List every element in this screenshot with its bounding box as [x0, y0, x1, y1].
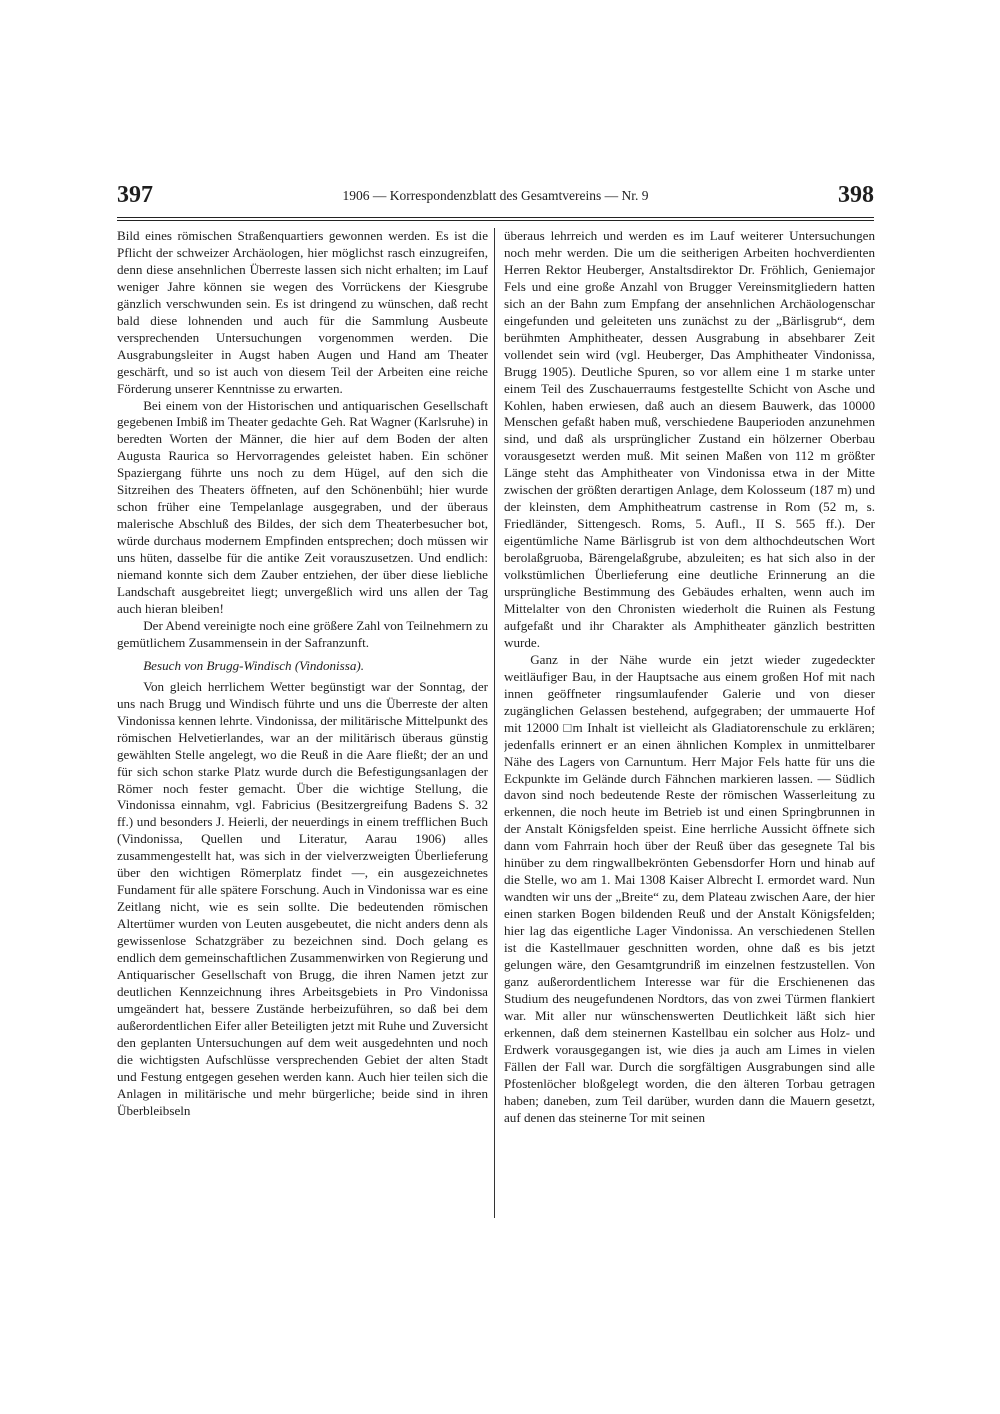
- running-title: 1906 — Korrespondenzblatt des Gesamtvereins — Nr. 9: [342, 188, 649, 203]
- column-divider: [494, 228, 495, 1218]
- paragraph: Der Abend vereinigte noch eine größere Zahl von Teilnehmern zu gemütlichem Zusammensein in der Safranzunft.: [117, 617, 488, 650]
- page-number-left: 397: [117, 182, 153, 208]
- left-column: [117, 228, 488, 1218]
- paragraph: Ganz in der Nähe wurde ein jetzt wieder zugedeckter weitläufiger Bau, in der Hauptsache aus einem großen Hof mit nach innen geöffneter ringsumlaufender Galerie und von dieser zugänglichen Gelassen bestehend, aufgegraben; der ummauerte Hof mit 12000 □m Inhalt ist vielleicht als Gladiatorenschule zu erklären; jedenfalls erinnert er an einen ähnlichen Komplex in unmittelbarer Nähe des Lagers von Carnuntum. Herr Major Fels hatte für uns die Eckpunkte im Gelände durch Fähnchen markieren lassen. — Südlich davon sind noch bedeutende Reste der römischen Wasserleitung zu erkennen, die noch heute im Betrieb ist und einen Springbrunnen in der Anstalt Königsfelden speist. Eine herrliche Aussicht öffnete sich dann vom Fahrrain hoch über der Reuß über das gesegnete Tal bis hinüber zu dem ringwallbekrönten Gebensdorfer Horn und hinab auf die Stelle, wo am 1. Mai 1308 Kaiser Albrecht I. ermordet ward. Nun wandten wir uns der „Breite“ zu, dem Plateau zwischen Aare, der hier einen starken Bogen bildenden Reuß und der Anstalt Königsfelden; hier lag das eigentliche Lager Vindonissa. An verschiedenen Stellen ist die Kastellmauer geschnitten worden, ohne daß es bis jetzt gelungen wäre, den Gesamtgrundriß im einzelnen festzustellen. Von ganz außerordentlichem Interesse war für die Erschienenen das Studium des neugefundenen Nordtors, das von zwei Türmen flankiert war. Mit aller nur wünschenswerten Deutlichkeit läßt sich hier erkennen, daß dem steinernen Kastellbau ein solcher aus Holz- und Erdwerk vorausgegangen ist, wie dies ja auch am Limes in vielen Fällen der Fall war. Durch die sorgfältigen Ausgrabungen sind alle Pfostenlöcher bloßgelegt worden, die den älteren Torbau getragen haben; daneben, zum Teil darüber, wurden dann die Mauern gesetzt, auf denen das steinerne Tor mit seinen: [504, 651, 875, 1125]
- paragraph: Von gleich herrlichem Wetter begünstigt war der Sonntag, der uns nach Brugg und Windisch führte und uns die Überreste der alten Vindonissa kennen lehrte. Vindonissa, der militärische Mittelpunkt des römischen Helvetierlandes, war an der militärisch überaus günstig gewählten Stelle angelegt, wo die Reuß in die Aare fließt; der an und für sich schon starke Platz wurde durch die Befestigungsanlagen der Römer noch fester gemacht. Über die wichtige Stellung, die Vindonissa einnahm, vgl. Fabricius (Besitzergreifung Badens S. 32 ff.) und besonders J. Heierli, der neuerdings in einem trefflichen Buch (Vindonissa, Quellen und Literatur, Aarau 1906) alles zusammengestellt hat, was sich in der vielverzweigten Überlieferung über den wichtigen Römerplatz findet —, ein ausgezeichnetes Fundament für alle spätere Forschung. Auch in Vindonissa war es eine Zeitlang nicht, wie es sein sollte. Die bedeutenden römischen Altertümer wurden von Leuten ausgebeutet, die nicht anders denn als gewissenlose Schatzgräber zu bezeichnen sind. Doch gelang es endlich dem gemeinschaftlichen Zusammenwirken von Regierung und Antiquarischer Gesellschaft von Brugg, die ihren Namen jetzt zur deutlichen Kennzeichnung ihres Arbeitsgebiets in Pro Vindonissa umgeändert hat, bessere Zustände herbeizuführen, so daß bei dem außerordentlichen Eifer aller Beteiligten jetzt mit Ruhe und Zuversicht den geplanten Untersuchungen auf dem weit ausgedehnten und noch die wichtigsten Aufschlüsse versprechenden Gebiet der alten Stadt und Festung entgegen gesehen werden kann. Auch hier teilen sich die Anlagen in militärische und mehr bürgerliche; beide sind in ihren Überbleibseln: [117, 678, 488, 1118]
- header-rule-double: [117, 220, 874, 221]
- page-number-right: 398: [838, 182, 874, 208]
- paragraph: Bei einem von der Historischen und antiquarischen Gesellschaft gegebenen Imbiß im Theater gedachte Geh. Rat Wagner (Karlsruhe) in beredten Worten der Männer, die hier auf dem Boden der alten Augusta Raurica so Hervorragendes geleistet haben. Ein schöner Spaziergang führte uns noch zu dem Hügel, auf den sich die Sitzreihen des Theaters öffneten, auf den Schönenbühl; hier wurde schon früher eine Tempelanlage ausgegraben, und der überaus malerische Abschluß des Bildes, der sich dem Theaterbesucher bot, würde durchaus modernem Empfinden entsprechen; doch müssen wir uns hüten, dasselbe für die antike Zeit vorauszusetzen. Und endlich: niemand konnte sich dem Zauber entziehen, der über diese liebliche Landschaft ausgebreitet liegt; unvergeßlich wird uns allen der Tag auch hieran bleiben!: [117, 397, 488, 616]
- header-rule: [117, 217, 874, 218]
- paragraph: Bild eines römischen Straßenquartiers gewonnen werden. Es ist die Pflicht der schweizer Archäologen, hier möglichst rasch einzugreifen, denn diese ansehnlichen Überreste lassen sich nicht erhalten; im Lauf weniger Jahre können sie wegen des Vorrückens der Kiesgrube gänzlich verschwunden sein. Es ist dringend zu wünschen, daß recht bald diese lohnenden und auch für die Sammlung Ausbeute versprechenden Untersuchungen vorgenommen werden. Die Ausgrabungsleiter in Augst haben Augen und Hand am Theater geschärft, und so ist auch von diesem Teil der Arbeiten eine reiche Förderung unserer Kenntnisse zu erwarten.: [117, 228, 488, 396]
- page-header: [117, 180, 874, 214]
- paragraph: überaus lehrreich und werden es im Lauf weiterer Untersuchungen noch mehr werden. Die um die seitherigen Arbeiten hochverdienten Herren Rektor Heuberger, Anstaltsdirektor Dr. Fröhlich, Geniemajor Fels und eine große Anzahl von Brugger Vereinsmitgliedern hatten sich an der Bahn zum Empfang der ansehnlichen Archäologenschar eingefunden und geleiteten uns zunächst zu der „Bärlisgrub“, dem berühmten Amphitheater, dessen Ausgrabung in absehbarer Zeit vollendet sein wird (vgl. Heuberger, Das Amphitheater Vindonissa, Brugg 1905). Deutliche Spuren, so vor allem eine 1 m starke unter einem Teil des Zuschauerraums festgestellte Schicht von Asche und Kohlen, haben erwiesen, daß auch an diesem Bauwerk, das 10000 Menschen gefaßt haben muß, verschiedene Bauperioden anzunehmen sind, und daß als ursprünglicher Zustand ein hölzerner Oberbau vorausgesetzt werden muß. Mit seinen Maßen von 112 m größter Länge steht das Amphitheater von Vindonissa etwa in der Mitte zwischen der größten derartigen Anlage, dem Kolosseum (187 m) und der kleinsten, dem Amphitheatrum castrense in Rom (52 m, s. Friedländer, Sittengesch. Roms, 5. Aufl., II S. 565 ff.). Der eigentümliche Name Bärlisgrub ist von dem althochdeutschen Wort berolaßgruoba, Bärengelaßgrube, abzuleiten; es hat sich also in der volkstümlichen Überlieferung eine deutliche Erinnerung an die ursprüngliche Bestimmung des Gebäudes erhalten, wenn auch im Mittelalter von den Chronisten wiederholt die Ruinen als Festung aufgefaßt und ihr Charakter als Amphitheater gänzlich bestritten wurde.: [504, 228, 875, 650]
- section-heading: Besuch von Brugg-Windisch (Vindonissa).: [143, 657, 365, 673]
- right-column: [504, 228, 875, 1218]
